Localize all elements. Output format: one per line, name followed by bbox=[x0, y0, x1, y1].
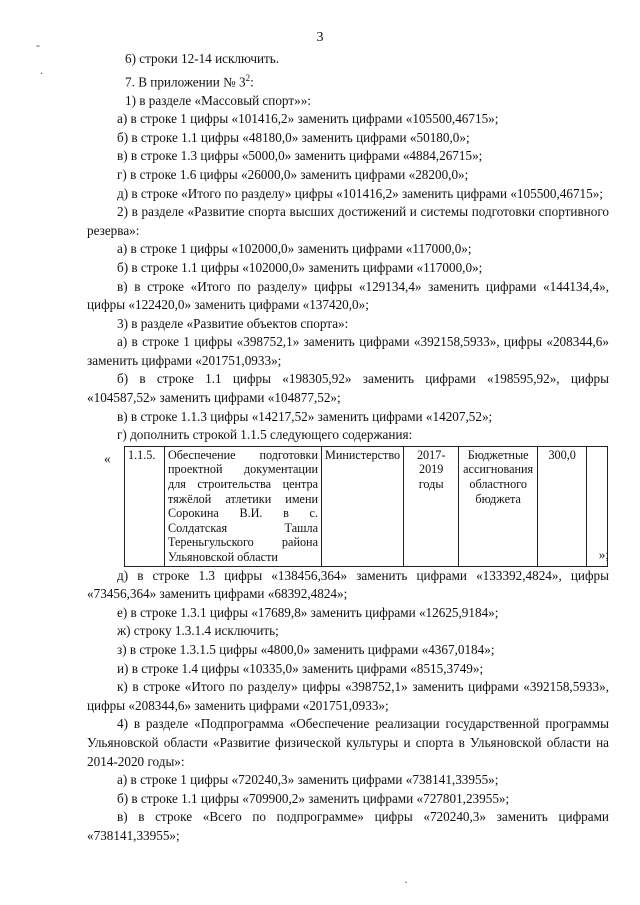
text-line: в) в строке «Всего по подпрограмме» цифры «720240,3» заменить цифрами «738141,33955»; bbox=[87, 809, 609, 843]
insert-table bbox=[124, 446, 608, 567]
scan-mark: . bbox=[40, 63, 43, 77]
text-line: ж) строку 1.3.1.4 исключить; bbox=[117, 623, 279, 639]
text-line: к) в строке «Итого по разделу» цифры «398752,1» заменить цифрами «392158,5933», цифры «208344,6» заменить цифрами «201751,0933»; bbox=[87, 679, 609, 713]
text-line: 2) в разделе «Развитие спорта высших достижений и системы подготовки спортивного резерва»: bbox=[87, 204, 609, 238]
text-line: д) в строке 1.3 цифры «138456,364» заменить цифрами «133392,4824», цифры «73456,364» заменить цифрами «68392,4824»; bbox=[87, 567, 609, 602]
text-line: 1) в разделе «Массовый спорт»»: bbox=[125, 92, 311, 108]
text-line: г) дополнить строкой 1.1.5 следующего содержания: bbox=[117, 427, 413, 443]
cell-term: 2017-2019 годы bbox=[404, 446, 459, 566]
text-line: б) в строке 1.1 цифры «709900,2» заменить цифрами «727801,23955»; bbox=[117, 790, 510, 806]
cell-name: Обеспечение подготовки проектной документации для строительства центра тяжёлой атлетики имени Сорокина В.И. в с. Солдатская Ташла Тереньгульского района Ульяновской области bbox=[165, 446, 322, 566]
inserted-row-block bbox=[87, 446, 609, 567]
text-span: : bbox=[250, 73, 254, 89]
cell-number: 1.1.5. bbox=[125, 446, 165, 566]
text-line: б) в строке 1.1 цифры «102000,0» заменить цифрами «117000,0»; bbox=[117, 259, 483, 275]
superscript: 2 bbox=[245, 72, 251, 83]
text-line: в) в строке «Итого по разделу» цифры «129134,4» заменить цифрами «144134,4», цифры «122420,0» заменить цифрами «137420,0»; bbox=[87, 278, 609, 313]
text-line: г) в строке 1.6 цифры «26000,0» заменить цифрами «28200,0»; bbox=[117, 166, 469, 182]
cell-executor: Министерство bbox=[322, 446, 404, 566]
text-line: а) в строке 1 цифры «101416,2» заменить цифрами «105500,46715»; bbox=[117, 111, 499, 127]
scan-mark: · bbox=[404, 875, 408, 889]
text-line: в) в строке 1.3 цифры «5000,0» заменить цифрами «4884,26715»; bbox=[117, 148, 483, 164]
text-line: 3) в разделе «Развитие объектов спорта»: bbox=[117, 315, 349, 331]
text-line: а) в строке 1 цифры «398752,1» заменить цифрами «392158,5933», цифры «208344,6» заменить цифрами «201751,0933»; bbox=[87, 334, 609, 368]
open-quote: « bbox=[104, 450, 111, 466]
table-row bbox=[125, 446, 608, 566]
cell-source: Бюджетные ассигнования областного бюджета bbox=[459, 446, 538, 566]
text-line bbox=[87, 69, 609, 92]
text-span: 7. В приложении № 3 bbox=[125, 73, 246, 89]
document-body bbox=[87, 50, 609, 846]
text-line: д) в строке «Итого по разделу» цифры «101416,2» заменить цифрами «105500,46715»; bbox=[117, 185, 603, 201]
close-quote: »; bbox=[598, 547, 609, 563]
text-line: 4) в разделе «Подпрограмма «Обеспечение реализации государственной программы Ульяновской области «Развитие физической культуры и спорта в Ульяновской области на 2014-2020 годы»: bbox=[87, 716, 609, 769]
text-line: б) в строке 1.1 цифры «48180,0» заменить цифрами «50180,0»; bbox=[117, 129, 470, 145]
text-line: а) в строке 1 цифры «720240,3» заменить цифрами «738141,33955»; bbox=[117, 772, 499, 788]
text-line: в) в строке 1.1.3 цифры «14217,52» заменить цифрами «14207,52»; bbox=[117, 408, 493, 424]
text-line: и) в строке 1.4 цифры «10335,0» заменить цифрами «8515,3749»; bbox=[117, 660, 484, 676]
scan-mark: - bbox=[36, 38, 40, 52]
page-number: 3 bbox=[316, 30, 324, 45]
text-line: б) в строке 1.1 цифры «198305,92» заменить цифрами «198595,92», цифры «104587,52» заменить цифрами «104877,52»; bbox=[87, 371, 609, 406]
text-line: 6) строки 12-14 исключить. bbox=[125, 51, 280, 66]
text-line: а) в строке 1 цифры «102000,0» заменить цифрами «117000,0»; bbox=[117, 241, 472, 257]
text-line: е) в строке 1.3.1 цифры «17689,8» заменить цифрами «12625,9184»; bbox=[117, 604, 499, 620]
cell-value: 300,0 bbox=[538, 446, 587, 566]
text-line: з) в строке 1.3.1.5 цифры «4800,0» заменить цифрами «4367,0184»; bbox=[117, 641, 495, 657]
